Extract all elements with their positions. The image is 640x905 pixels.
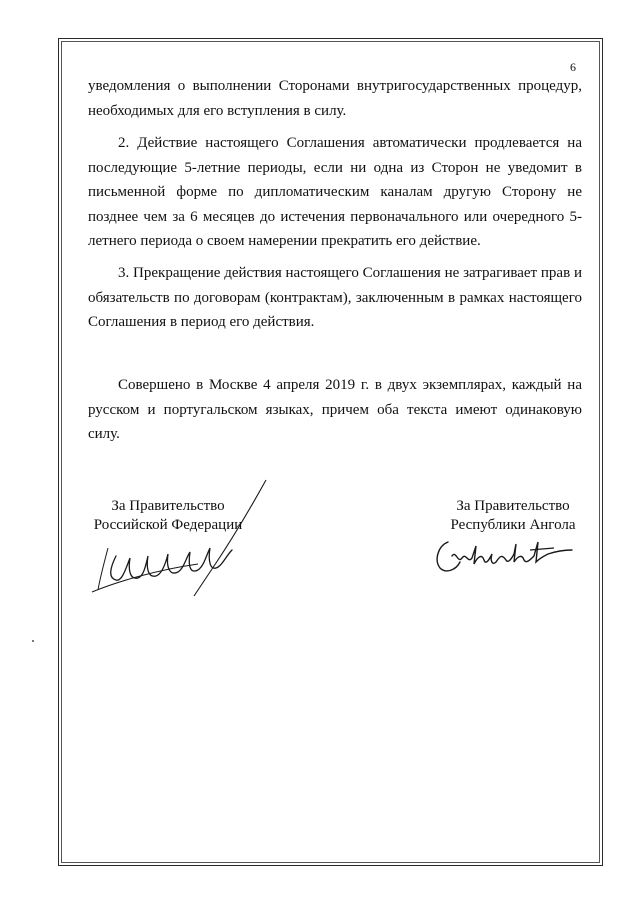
signatory-russia-line2: Российской Федерации bbox=[93, 517, 243, 533]
scan-artifact bbox=[32, 640, 34, 642]
signature-russia bbox=[86, 478, 276, 603]
signatory-angola-line1: За Правительство bbox=[456, 498, 570, 514]
paragraph-done-at: Совершено в Москве 4 апреля 2019 г. в двух экземплярах, каждый на русском и португальском языках, причем оба текста имеют одинаковую силу. bbox=[88, 377, 582, 442]
paragraph-clause-2: 2. Действие настоящего Соглашения автоматически продлевается на последующие 5-летние периоды, если ни одна из Сторон не уведомит в письменной форме по дипломатическим каналам другую Сторону не позднее чем за 6 месяцев до истечения первоначального или очередного 5-летнего периода о своем намерении прекратить его действие. bbox=[88, 135, 582, 249]
paragraph-continuation: уведомления о выполнении Сторонами внутригосударственных процедур, необходимых для его вступления в силу. bbox=[88, 78, 582, 119]
signature-angola bbox=[430, 530, 580, 580]
page-number: 6 bbox=[570, 60, 576, 74]
paragraph-clause-3: 3. Прекращение действия настоящего Соглашения не затрагивает прав и обязательств по договорам (контрактам), заключенным в рамках настоящего Соглашения в период его действия. bbox=[88, 265, 582, 330]
signatory-angola-line2: Республики Ангола bbox=[450, 517, 576, 533]
signatory-russia-line1: За Правительство bbox=[111, 498, 225, 514]
